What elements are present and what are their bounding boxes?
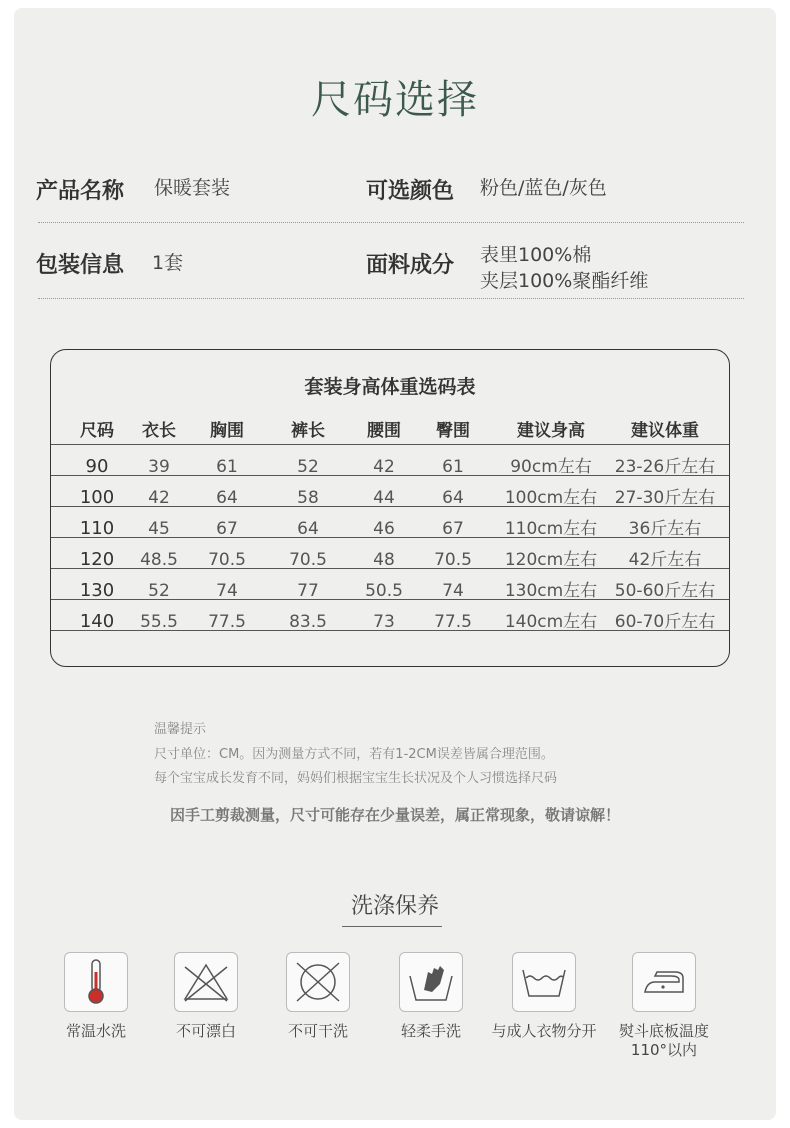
care-item bbox=[371, 952, 491, 1041]
table-cell: 110 bbox=[79, 518, 115, 539]
table-cell: 130cm左右 bbox=[504, 581, 598, 601]
table-line bbox=[51, 506, 729, 507]
table-cell: 67 bbox=[216, 519, 238, 539]
table-cell: 27-30斤左右 bbox=[614, 488, 716, 508]
table-cell: 60-70斤左右 bbox=[614, 612, 716, 632]
care-label: 不可漂白 bbox=[175, 1022, 236, 1040]
package-value: 1套 bbox=[152, 252, 184, 274]
page-title: 尺码选择 bbox=[311, 77, 479, 123]
wash-tub-icon bbox=[512, 952, 576, 1012]
fabric-value-line1: 表里100%棉 bbox=[480, 244, 592, 266]
table-cell: 52 bbox=[148, 581, 170, 601]
table-cell: 48 bbox=[373, 550, 395, 570]
hand-wash-icon bbox=[399, 952, 463, 1012]
table-cell: 42 bbox=[373, 457, 395, 477]
care-label: 常温水洗 bbox=[65, 1022, 126, 1040]
fabric-value-line2: 夹层100%聚酯纤维 bbox=[480, 270, 649, 292]
product-name-value: 保暖套装 bbox=[154, 177, 231, 199]
thermometer-icon bbox=[64, 952, 128, 1012]
size-table-title: 套装身高体重选码表 bbox=[304, 376, 476, 398]
care-title: 洗涤保养 bbox=[350, 894, 439, 919]
table-cell: 130 bbox=[79, 580, 115, 601]
colors-value: 粉色/蓝色/灰色 bbox=[480, 177, 607, 199]
table-line bbox=[51, 599, 729, 600]
header-cell: 建议身高 bbox=[517, 421, 585, 441]
divider bbox=[38, 298, 744, 299]
fabric-label: 面料成分 bbox=[366, 253, 455, 278]
table-cell: 55.5 bbox=[140, 612, 178, 632]
package-label: 包装信息 bbox=[36, 253, 125, 278]
table-cell: 44 bbox=[373, 488, 395, 508]
no-dry-clean-icon bbox=[286, 952, 350, 1012]
table-line bbox=[51, 568, 729, 569]
divider bbox=[38, 222, 744, 223]
tips-line: 每个宝宝成长发育不同，妈妈们根据宝宝生长状况及个人习惯选择尺码 bbox=[154, 771, 558, 786]
care-item bbox=[484, 952, 604, 1041]
table-cell: 64 bbox=[297, 519, 319, 539]
table-cell: 52 bbox=[297, 457, 319, 477]
care-item bbox=[258, 952, 378, 1041]
table-cell: 83.5 bbox=[289, 612, 327, 632]
header-cell: 尺码 bbox=[80, 421, 114, 441]
table-cell: 120cm左右 bbox=[504, 550, 598, 570]
table-cell: 46 bbox=[373, 519, 395, 539]
table-cell: 64 bbox=[442, 488, 464, 508]
table-line bbox=[51, 630, 729, 631]
table-cell: 120 bbox=[79, 549, 115, 570]
table-cell: 50.5 bbox=[365, 581, 403, 601]
table-cell: 70.5 bbox=[289, 550, 327, 570]
size-table bbox=[50, 349, 730, 667]
table-cell: 90cm左右 bbox=[510, 457, 592, 477]
table-cell: 100 bbox=[79, 487, 115, 508]
table-cell: 64 bbox=[216, 488, 238, 508]
colors-label: 可选颜色 bbox=[366, 179, 455, 204]
table-line bbox=[51, 475, 729, 476]
care-item bbox=[146, 952, 266, 1041]
table-cell: 42 bbox=[148, 488, 170, 508]
table-cell: 74 bbox=[442, 581, 464, 601]
table-row bbox=[51, 576, 729, 606]
table-cell: 73 bbox=[373, 612, 395, 632]
table-row bbox=[51, 483, 729, 513]
size-table-header bbox=[51, 416, 729, 446]
care-title-underline bbox=[342, 926, 442, 927]
table-cell: 77.5 bbox=[434, 612, 472, 632]
notice-text: 因手工剪裁测量，尺寸可能存在少量误差，属正常现象，敬请谅解！ bbox=[169, 806, 620, 824]
table-cell: 45 bbox=[148, 519, 170, 539]
table-line bbox=[51, 444, 729, 445]
table-cell: 42斤左右 bbox=[628, 550, 702, 570]
iron-icon bbox=[632, 952, 696, 1012]
care-label: 不可干洗 bbox=[287, 1022, 348, 1040]
care-item bbox=[36, 952, 156, 1041]
header-cell: 衣长 bbox=[142, 421, 176, 441]
table-cell: 48.5 bbox=[140, 550, 178, 570]
table-row bbox=[51, 514, 729, 544]
table-cell: 39 bbox=[148, 457, 170, 477]
header-cell: 臀围 bbox=[436, 421, 470, 441]
tips-heading: 温馨提示 bbox=[154, 722, 207, 737]
page-card bbox=[14, 8, 776, 1120]
header-cell: 建议体重 bbox=[631, 421, 699, 441]
care-item bbox=[604, 952, 724, 1060]
care-label-line2: 110°以内 bbox=[630, 1041, 698, 1059]
header-cell: 腰围 bbox=[367, 421, 401, 441]
table-cell: 50-60斤左右 bbox=[614, 581, 716, 601]
table-cell: 58 bbox=[297, 488, 319, 508]
table-row bbox=[51, 607, 729, 637]
table-cell: 110cm左右 bbox=[504, 519, 598, 539]
table-cell: 100cm左右 bbox=[504, 488, 598, 508]
care-label: 与成人衣物分开 bbox=[491, 1022, 597, 1040]
table-cell: 70.5 bbox=[208, 550, 246, 570]
table-cell: 67 bbox=[442, 519, 464, 539]
table-row bbox=[51, 545, 729, 575]
table-cell: 74 bbox=[216, 581, 238, 601]
table-cell: 70.5 bbox=[434, 550, 472, 570]
table-cell: 140cm左右 bbox=[504, 612, 598, 632]
tips-line: 尺寸单位：CM。因为测量方式不同，若有1-2CM误差皆属合理范围。 bbox=[154, 747, 554, 762]
table-cell: 61 bbox=[216, 457, 238, 477]
care-label: 熨斗底板温度 bbox=[618, 1022, 709, 1040]
product-name-label: 产品名称 bbox=[36, 179, 125, 204]
no-bleach-icon bbox=[174, 952, 238, 1012]
table-cell: 61 bbox=[442, 457, 464, 477]
header-cell: 裤长 bbox=[291, 421, 325, 441]
care-label: 轻柔手洗 bbox=[400, 1022, 461, 1040]
table-row bbox=[51, 452, 729, 482]
table-cell: 23-26斤左右 bbox=[614, 457, 716, 477]
header-cell: 胸围 bbox=[210, 421, 244, 441]
table-cell: 90 bbox=[85, 456, 109, 477]
table-cell: 36斤左右 bbox=[628, 519, 702, 539]
table-cell: 77 bbox=[297, 581, 319, 601]
table-cell: 140 bbox=[79, 611, 115, 632]
table-line bbox=[51, 537, 729, 538]
table-cell: 77.5 bbox=[208, 612, 246, 632]
